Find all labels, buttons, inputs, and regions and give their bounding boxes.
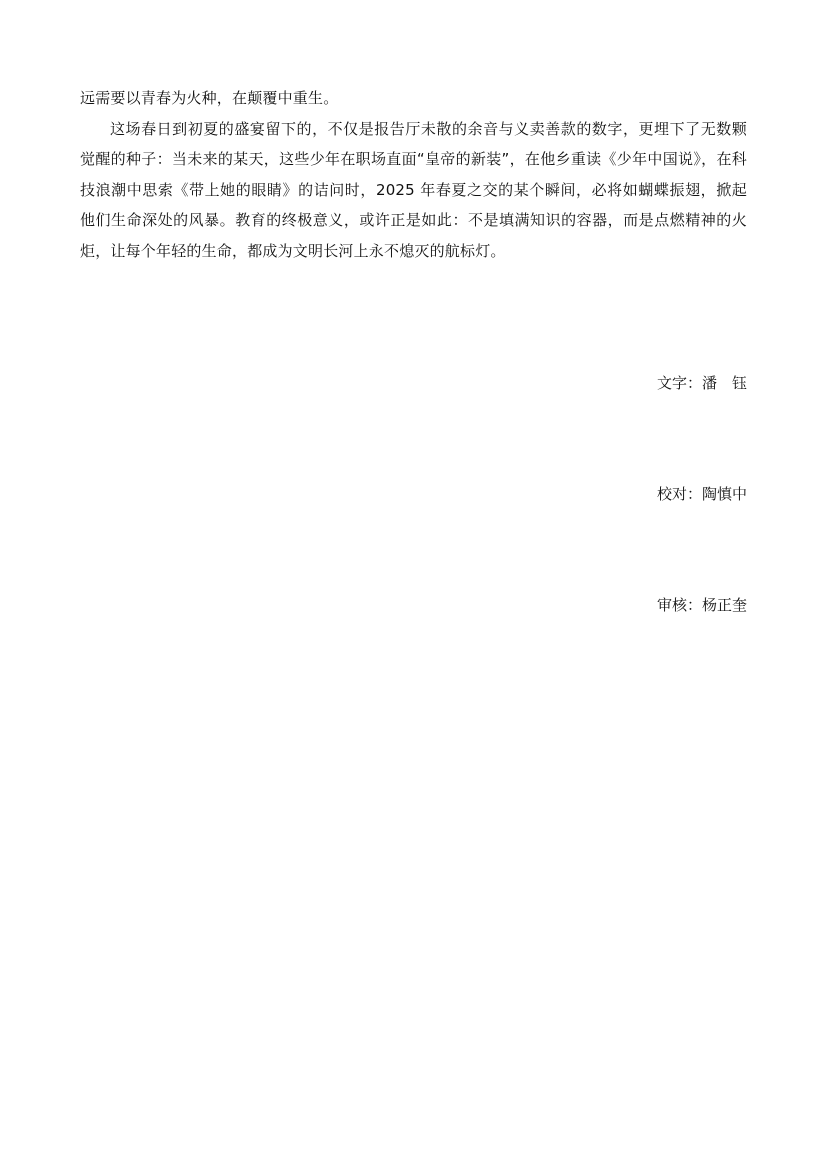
paragraph-conclusion: 这场春日到初夏的盛宴留下的，不仅是报告厅未散的余音与义卖善款的数字，更埋下了无数颗觉醒的种子：当未来的某天，这些少年在职场直面“皇帝的新装”，在他乡重读《少年中国说》，在科技浪潮中思索《带上她的眼睛》的诘问时，2025 年春夏之交的某个瞬间，必将如蝴蝶振翅，掀起他们生命深处的风暴。教育的终极意义，或许正是如此：不是填满知识的容器，而是点燃精神的火炬，让每个年轻的生命，都成为文明长河上永不熄灭的航标灯。 — [80, 119, 747, 260]
paragraph-continuation: 远需要以青春为火种，在颠覆中重生。 — [80, 89, 339, 107]
credits-block — [657, 291, 747, 698]
credit-reviewer: 审核：杨正奎 — [656, 596, 747, 614]
article-body — [80, 83, 747, 266]
credit-author: 文字：潘 钰 — [656, 374, 747, 392]
credit-proofreader: 校对：陶慎中 — [656, 485, 747, 503]
